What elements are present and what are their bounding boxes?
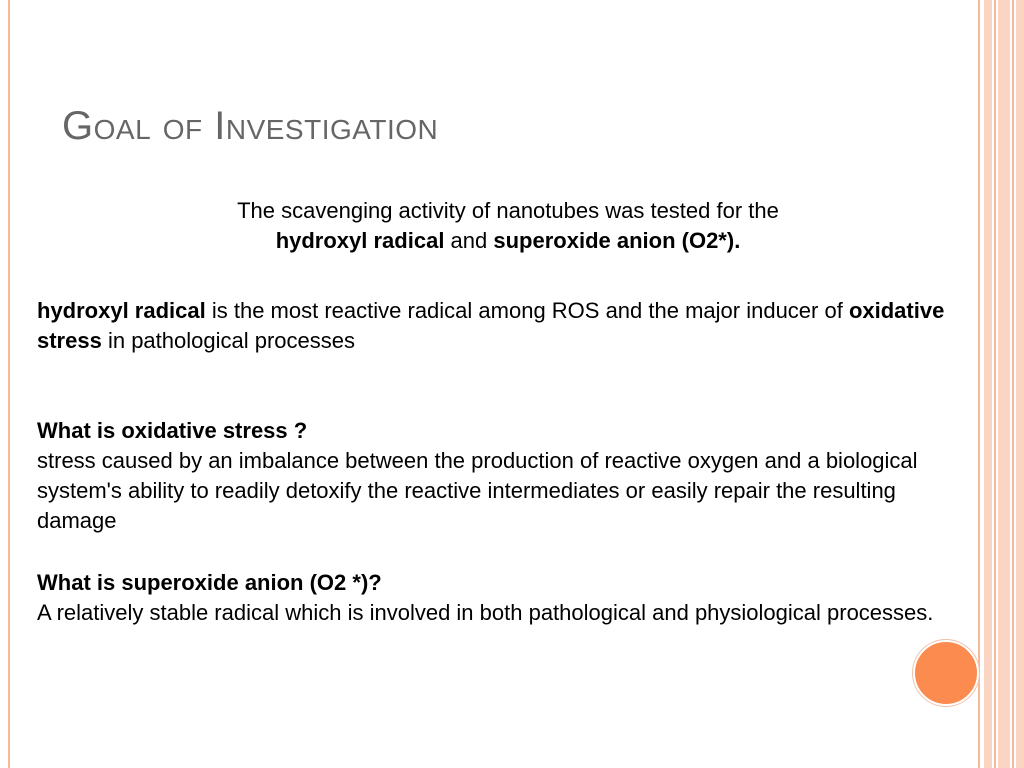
oxidative-stress-term: oxidative stress [37, 298, 945, 353]
intro-bold-hydroxyl: hydroxyl radical [275, 228, 445, 253]
accent-circle [913, 640, 979, 706]
intro-and: and [444, 228, 494, 253]
right-border-stripe [1012, 0, 1014, 768]
right-border-stripe [994, 0, 996, 768]
hydroxyl-text-1: is the most reactive radical among ROS and the major inducer of [205, 298, 849, 323]
oxidative-stress-answer: stress caused by an imbalance between the production of reactive oxygen and a biological system's ability to readily detoxify the reactive intermediates or easily repair the resulting damage [37, 448, 918, 533]
right-border-stripe [978, 0, 980, 768]
intro-line-2 [0, 226, 1016, 256]
oxidative-stress-question: What is oxidative stress ? [37, 418, 308, 443]
intro-bold-superoxide: superoxide anion (O2*). [493, 228, 741, 253]
right-border-stripe [998, 0, 1010, 768]
oxidative-stress-section [37, 416, 967, 536]
left-border-line [8, 0, 10, 768]
hydroxyl-text-2: in pathological processes [101, 328, 355, 353]
slide-title: Goal of Investigation [62, 104, 439, 148]
intro-text [0, 196, 1016, 256]
superoxide-answer: A relatively stable radical which is involved in both pathological and physiological processes. [37, 600, 934, 625]
superoxide-section [37, 568, 967, 628]
hydroxyl-term: hydroxyl radical [37, 298, 206, 323]
intro-line-1: The scavenging activity of nanotubes was tested for the [237, 198, 779, 223]
hydroxyl-paragraph [37, 296, 967, 356]
right-border-stripe [984, 0, 992, 768]
right-border-stripe [1016, 0, 1024, 768]
superoxide-question: What is superoxide anion (O2 *)? [37, 570, 382, 595]
